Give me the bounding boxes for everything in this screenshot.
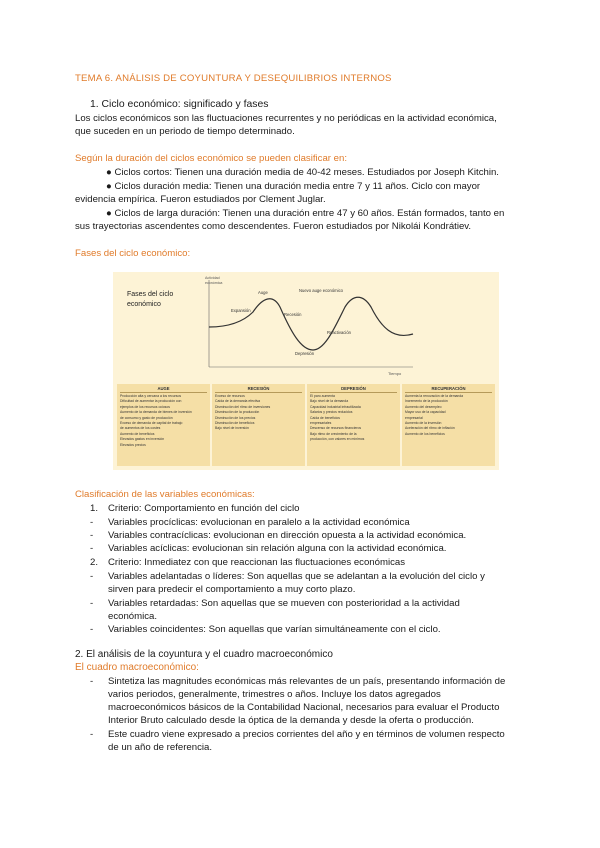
phase-item: Producción alta y cercana a los recursos	[120, 394, 182, 398]
phase-item: Salarios y precios reducidos	[310, 410, 353, 415]
paragraph-line: Interior Bruto calculado desde la óptica de la demanda y desde la oferta o producción.	[108, 715, 474, 726]
phase-column-depresion	[307, 384, 400, 466]
paragraph-line: de un año de referencia.	[108, 742, 213, 753]
phase-item: Disminución de la producción	[215, 410, 260, 415]
phases-table	[117, 384, 495, 466]
phase-column-recesion	[212, 384, 305, 466]
phase-item: Bajo nivel de la demanda	[310, 399, 349, 404]
intro-line: que suceden en un periodo de tiempo determinado.	[75, 126, 295, 137]
phase-item: Caída de beneficios	[310, 415, 340, 420]
phase-item: Dificultad de aumentar la producción con	[120, 399, 182, 404]
phase-item: Disminución de beneficios	[215, 421, 255, 426]
y-axis-label: económica	[205, 281, 223, 285]
figure-title-line: Fases del ciclo	[127, 291, 174, 298]
paragraph-line: macroeconómicos básicos de la Contabilidad Nacional, necesarios para evaluar el Producto	[108, 702, 500, 713]
phase-item: Disminución del ritmo de inversiones	[215, 404, 271, 409]
phase-item: Incremento de la producción	[405, 399, 448, 404]
phase-item: Exceso de recursos	[215, 394, 245, 398]
x-axis-label: Tiempo	[388, 371, 402, 376]
dash-marker: -	[90, 729, 94, 740]
phase-item: Aumento de beneficios	[120, 431, 155, 436]
paragraph-line: Sintetiza las magnitudes económicas más relevantes de un país, presentando información de	[108, 676, 506, 687]
phase-item: Bajo ritmo de crecimiento de la	[310, 431, 357, 436]
phase-item: de aumentos de los costes	[120, 426, 161, 431]
dash-marker: -	[90, 624, 94, 635]
criterion-number: 1.	[90, 503, 99, 514]
duration-heading: Según la duración del ciclos económico se pueden clasificar en:	[75, 153, 347, 164]
dash-marker: -	[90, 571, 94, 582]
label-expansion: Expansión	[231, 308, 251, 313]
y-axis-label: Actividad	[205, 276, 220, 280]
phase-item: Aumento de la inversión	[405, 421, 442, 426]
phase-item: El paro aumenta	[310, 394, 335, 398]
phase-header: DEPRESIÓN	[310, 386, 397, 393]
section-1-heading: 1. Ciclo económico: significado y fases	[90, 99, 269, 110]
bullet-short-cycles: ● Ciclos cortos: Tienen una duración media de 40-42 meses. Estudiados por Joseph Kitchin.	[106, 167, 499, 178]
criterion-2: Criterio: Inmediatez con que reaccionan las fluctuaciones económicas	[108, 557, 406, 568]
dash-marker: -	[90, 530, 94, 541]
phase-header: RECESIÓN	[215, 386, 302, 393]
variable-type: Variables retardadas: Son aquellas que se mueven con posterioridad a la actividad	[108, 598, 460, 609]
phase-item: Mayor uso de la capacidad	[405, 410, 446, 415]
phase-item: empresarial	[405, 415, 423, 420]
phase-item: Aumento de los beneficios	[405, 431, 445, 436]
paragraph-line: Este cuadro viene expresado a precios corrientes del año y en términos de volumen respecto	[108, 729, 505, 740]
bullet-medium-cycles-cont: evidencia empírica. Fueron estudiados por Clement Juglar.	[75, 194, 326, 205]
phase-column-recuperacion	[402, 384, 495, 466]
phase-header: RECUPERACIÓN	[405, 386, 492, 393]
phase-item: Aumento del desempleo	[405, 404, 442, 409]
dash-marker: -	[90, 676, 94, 687]
phase-header: AUGE	[120, 386, 207, 393]
label-nuevo-auge: Nuevo auge económico	[299, 288, 343, 293]
variable-type: Variables contracíclicas: evolucionan en dirección opuesta a la actividad económica.	[108, 530, 467, 541]
label-depresion: Depresión	[295, 351, 315, 356]
bullet-long-cycles: ● Ciclos de larga duración: Tienen una duración entre 47 y 60 años. Están formados, tanto en	[106, 208, 505, 219]
criterion-1: Criterio: Comportamiento en función del ciclo	[108, 503, 300, 514]
section-2-subheading: El cuadro macroeconómico:	[75, 662, 199, 673]
phase-item: producción, con valores en mínimos	[310, 437, 365, 442]
phase-item: Descenso de recursos financieros	[310, 426, 362, 431]
variable-type: Variables coincidentes: Son aquellas que varían simultáneamente con el ciclo.	[108, 624, 441, 635]
intro-line: Los ciclos económicos son las fluctuaciones recurrentes y no periódicas en la actividad económica,	[75, 113, 497, 124]
phase-item: empresariales	[310, 421, 332, 426]
label-recesion: Recesión	[284, 312, 302, 317]
phase-item: Disminución de los precios	[215, 415, 256, 420]
variable-type-cont: sirven para predecir el comportamiento a muy corto plazo.	[108, 584, 356, 595]
phase-column-auge	[117, 384, 210, 466]
cycle-curve	[209, 297, 413, 350]
phase-item: Elevados precios	[120, 442, 146, 447]
phase-item: Elevados gastos en inversión	[120, 437, 165, 442]
variable-type: Variables procíclicas: evolucionan en paralelo a la actividad económica	[108, 517, 410, 528]
criterion-number: 2.	[90, 557, 99, 568]
phase-item: Aceleración del ritmo de inflación	[405, 426, 455, 431]
phases-heading: Fases del ciclo económico:	[75, 248, 191, 259]
variable-type-cont: económica.	[108, 611, 158, 622]
phase-item: Bajo nivel de inversión	[215, 426, 249, 431]
phase-item: Aumento de la demanda de bienes de inversión	[120, 410, 192, 415]
bullet-long-cycles-cont: sus trayectorias ascendentes como descendentes. Fueron estudiados por Nikolái Kondrátiev.	[75, 221, 472, 232]
label-auge: Auge	[258, 290, 268, 295]
figure-title-line: económico	[127, 301, 161, 308]
phase-item: de consumo y gasto de producción	[120, 415, 173, 420]
document-title: TEMA 6. ANÁLISIS DE COYUNTURA Y DESEQUILIBRIOS INTERNOS	[75, 73, 392, 84]
phase-item: Exceso de demanda de capital de trabajo	[120, 421, 183, 426]
variable-type: Variables acíclicas: evolucionan sin relación alguna con la actividad económica.	[108, 543, 447, 554]
phase-item: Aumenta la renovación de la demanda	[405, 394, 464, 398]
phase-item: ejemplos de los recursos ociosos	[120, 404, 170, 409]
section-2-heading: 2. El análisis de la coyuntura y el cuadro macroeconómico	[75, 649, 333, 660]
bullet-medium-cycles: ● Ciclos duración media: Tienen una duración media entre 7 y 11 años. Ciclo con mayor	[106, 181, 481, 192]
label-reactivacion: Reactivación	[327, 330, 351, 335]
phase-item: Capacidad industrial infrautilizada	[310, 404, 361, 409]
variable-type: Variables adelantadas o líderes: Son aquellas que se adelantan a la evolución del ciclo y	[108, 571, 485, 582]
classification-heading: Clasificación de las variables económicas:	[75, 489, 255, 500]
business-cycle-figure	[113, 272, 499, 470]
dash-marker: -	[90, 517, 94, 528]
dash-marker: -	[90, 543, 94, 554]
phase-item: Caída de la demanda efectiva	[215, 399, 261, 404]
cycle-chart	[113, 272, 499, 384]
dash-marker: -	[90, 598, 94, 609]
paragraph-line: varios periodos, generalmente, trimestres o años. Incluye los datos agregados	[108, 689, 441, 700]
